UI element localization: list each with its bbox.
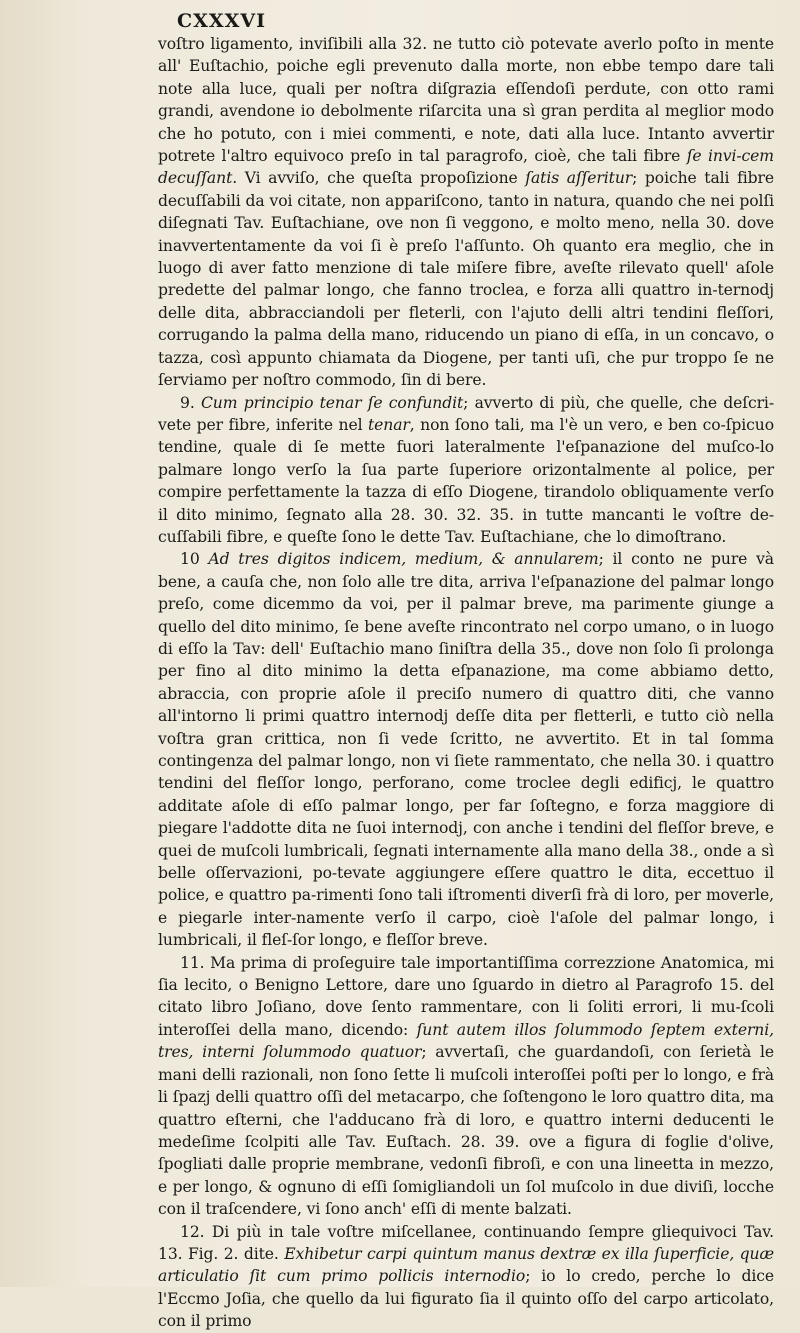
body-text bbox=[158, 33, 774, 1333]
latin-quote: Ad tres digitos indicem, medium, & annularem bbox=[208, 550, 599, 569]
paragraph-4 bbox=[158, 1221, 774, 1333]
paragraph-2 bbox=[158, 548, 774, 951]
text-run: 11. Ma prima di proſeguire tale importantiſſima correzzione Anatomica, mi ſia lecito, o Benigno Lettore, dare uno ſguardo in dietro al Paragrofo 15. del citato libro Joſiano, dove ſento rammentare, con li ſoliti errori, li mu-ſcoli interoſſei della mano, dicendo: bbox=[158, 953, 774, 1039]
latin-quote: Exhibetur carpi quintum manus dextræ ex illa ſuperficie, quæ articulatio ſit cum primo pollicis internodio bbox=[158, 1244, 775, 1286]
text-run: ; avvertaſi, che guardandoſi, con ſerietà le mani delli razionali, non ſono ſette li muſcoli interoſſei poſti per lo longo, e frà li ſpazj delli quattro oſſi del metacarpo, che ſoſtengono le loro quattro dita, ma quattro eſterni, che l'adducano frà di loro, e quattro interni deducenti le medeſime ſcolpiti alle Tav. Euſtach. 28. 39. ove a figura di foglie d'olive, ſpogliati dalle proprie membrane, vedonſi fibroſi, e con una lineetta in mezzo, e per longo, & ognuno di eſſi ſomigliandoli un ſol muſcolo in due diviſi, locche con il traſcendere, vi ſono anch' eſſi di mente balzati. bbox=[158, 1043, 775, 1219]
text-run: 9. bbox=[180, 393, 201, 412]
paragraph-3 bbox=[158, 952, 774, 1221]
page-number: CXXXVI bbox=[177, 10, 266, 32]
text-run: , non ſono tali, ma l'è un vero, e ben co-ſpicuo tendine, quale di ſe mette fuori lateralmente l'eſpanazione del muſco-lo palmare longo verſo la ſua parte ſuperiore orizontalmente al police, per compire perfettamente la tazza di eſſo Diogene, tirandolo obliquamente verſo il dito minimo, ſegnato alla 28. 30. 32. 35. in tutte mancanti le voſtre de-cuſſabili fibre, e queſte ſono le dette Tav. Euſtachiane, che lo dimoſtrano. bbox=[158, 415, 774, 546]
latin-quote: ſunt autem illos ſolummodo ſeptem externi, tres, interni ſolummodo quatuor bbox=[158, 1020, 774, 1062]
latin-quote: ſatis aſſeritur bbox=[525, 169, 633, 188]
text-run: ; il conto ne pure và bene, a cauſa che, non ſolo alle tre dita, arriva l'eſpanazione del palmar longo preſo, come dicemmo da voi, per il palmar breve, ma parimente giunge a quello del dito minimo, ſe bene aveſte rincontrato nel corpo umano, o in luogo di eſſo la Tav: dell' Euſtachio mano ſiniſtra della 35., dove non ſolo ſi prolonga per fino al dito minimo la detta eſpanazione, ma come abbiamo detto, abraccia, con proprie aſole il preciſo numero di quattro diti, che vanno all'intorno li primi quattro internodj deſſe dita per fletterli, e tutto ciò nella voſtra gran crittica, non ſi vede ſcritto, ne avvertito. Et in tal ſomma contingenza del palmar longo, non vi ſiete rammentato, che nella 30. i quattro tendini del fleſſor longo, perforano, come troclee degli edificj, le quattro additate aſole di eſſo palmar longo, per far ſoſtegno, e forza maggiore di piegare l'addotte dita ne ſuoi internodj, con anche i tendini del fleſſor breve, e quei de muſcoli lumbricali, ſegnati internamente alla mano della 38., onde a sì belle oſſervazioni, po-tevate aggiungere eſſere quattro le dita, eccettuo il police, e quattro pa-rimenti ſono tali iſtromenti diverſi frà di loro, per moverle, e piegarle inter-namente verſo il carpo, cioè l'aſole del palmar longo, i lumbricali, il fleſ-ſor longo, e fleſſor breve. bbox=[158, 550, 774, 950]
latin-quote: tenar bbox=[368, 415, 410, 434]
text-run: ; avverto di più, che quelle, che deſcri-vete per fibre, inferite nel bbox=[158, 393, 774, 434]
text-run: 12. Di più in tale voſtre miſcellanee, continuando ſempre gliequivoci Tav. 13. Fig. 2. dite. bbox=[158, 1222, 774, 1263]
latin-quote: ſe invi-cem decuſſant bbox=[158, 147, 774, 188]
text-run: voſtro ligamento, inviſibili alla 32. ne tutto ciò potevate averlo poſto in mente all' Euſtachio, poiche egli prevenuto dalla morte, non ebbe tempo dare tali note alla luce, quali per noſtra diſgrazia eſſendoſi perdute, con otto rami grandi, avendone io debolmente riſarcita una sì gran perdita al meglior modo che ho potuto, con i miei commenti, e note, dati alla luce. Intanto avvertir potrete l'altro equivoco preſo in tal paragrofo, cioè, che tali fibre bbox=[158, 35, 774, 166]
text-run: ; poiche tali fibre decuſſabili da voi citate, non appariſcono, tanto in natura, quando che nei polſi diſegnati Tav. Euſtachiane, ove non ſi veggono, e molto meno, nella 30. dove inavvertentamente da voi ſi è preſo l'aſſunto. Oh quanto era meglio, che in luogo di aver fatto menzione di tale miſere fibre, aveſte rilevato quell' aſole predette del palmar longo, che fanno troclea, e forza alli quattro in-ternodj delle dita, abbracciandoli per fleterli, con l'ajuto delli altri tendini fleſſori, corrugando la palma della mano, riducendo un piano di eſſa, in un concavo, o tazza, così appunto chiamata da Diogene, per tanti uſi, che pur troppo ſe ne ſerviamo per noſtro commodo, ſin di bere. bbox=[158, 169, 774, 390]
paragraph-0 bbox=[158, 33, 774, 392]
text-run: 10 bbox=[180, 550, 209, 569]
latin-quote: Cum principio tenar ſe confundit bbox=[200, 393, 464, 412]
text-run: ; io lo credo, perche lo dice l'Eccmo Joſia, che quello da lui figurato ſia il quinto oſſo del carpo articolato, con il primo bbox=[158, 1267, 774, 1331]
paragraph-1 bbox=[158, 392, 774, 549]
text-run: . Vi avviſo, che queſta propoſizione bbox=[232, 169, 526, 188]
